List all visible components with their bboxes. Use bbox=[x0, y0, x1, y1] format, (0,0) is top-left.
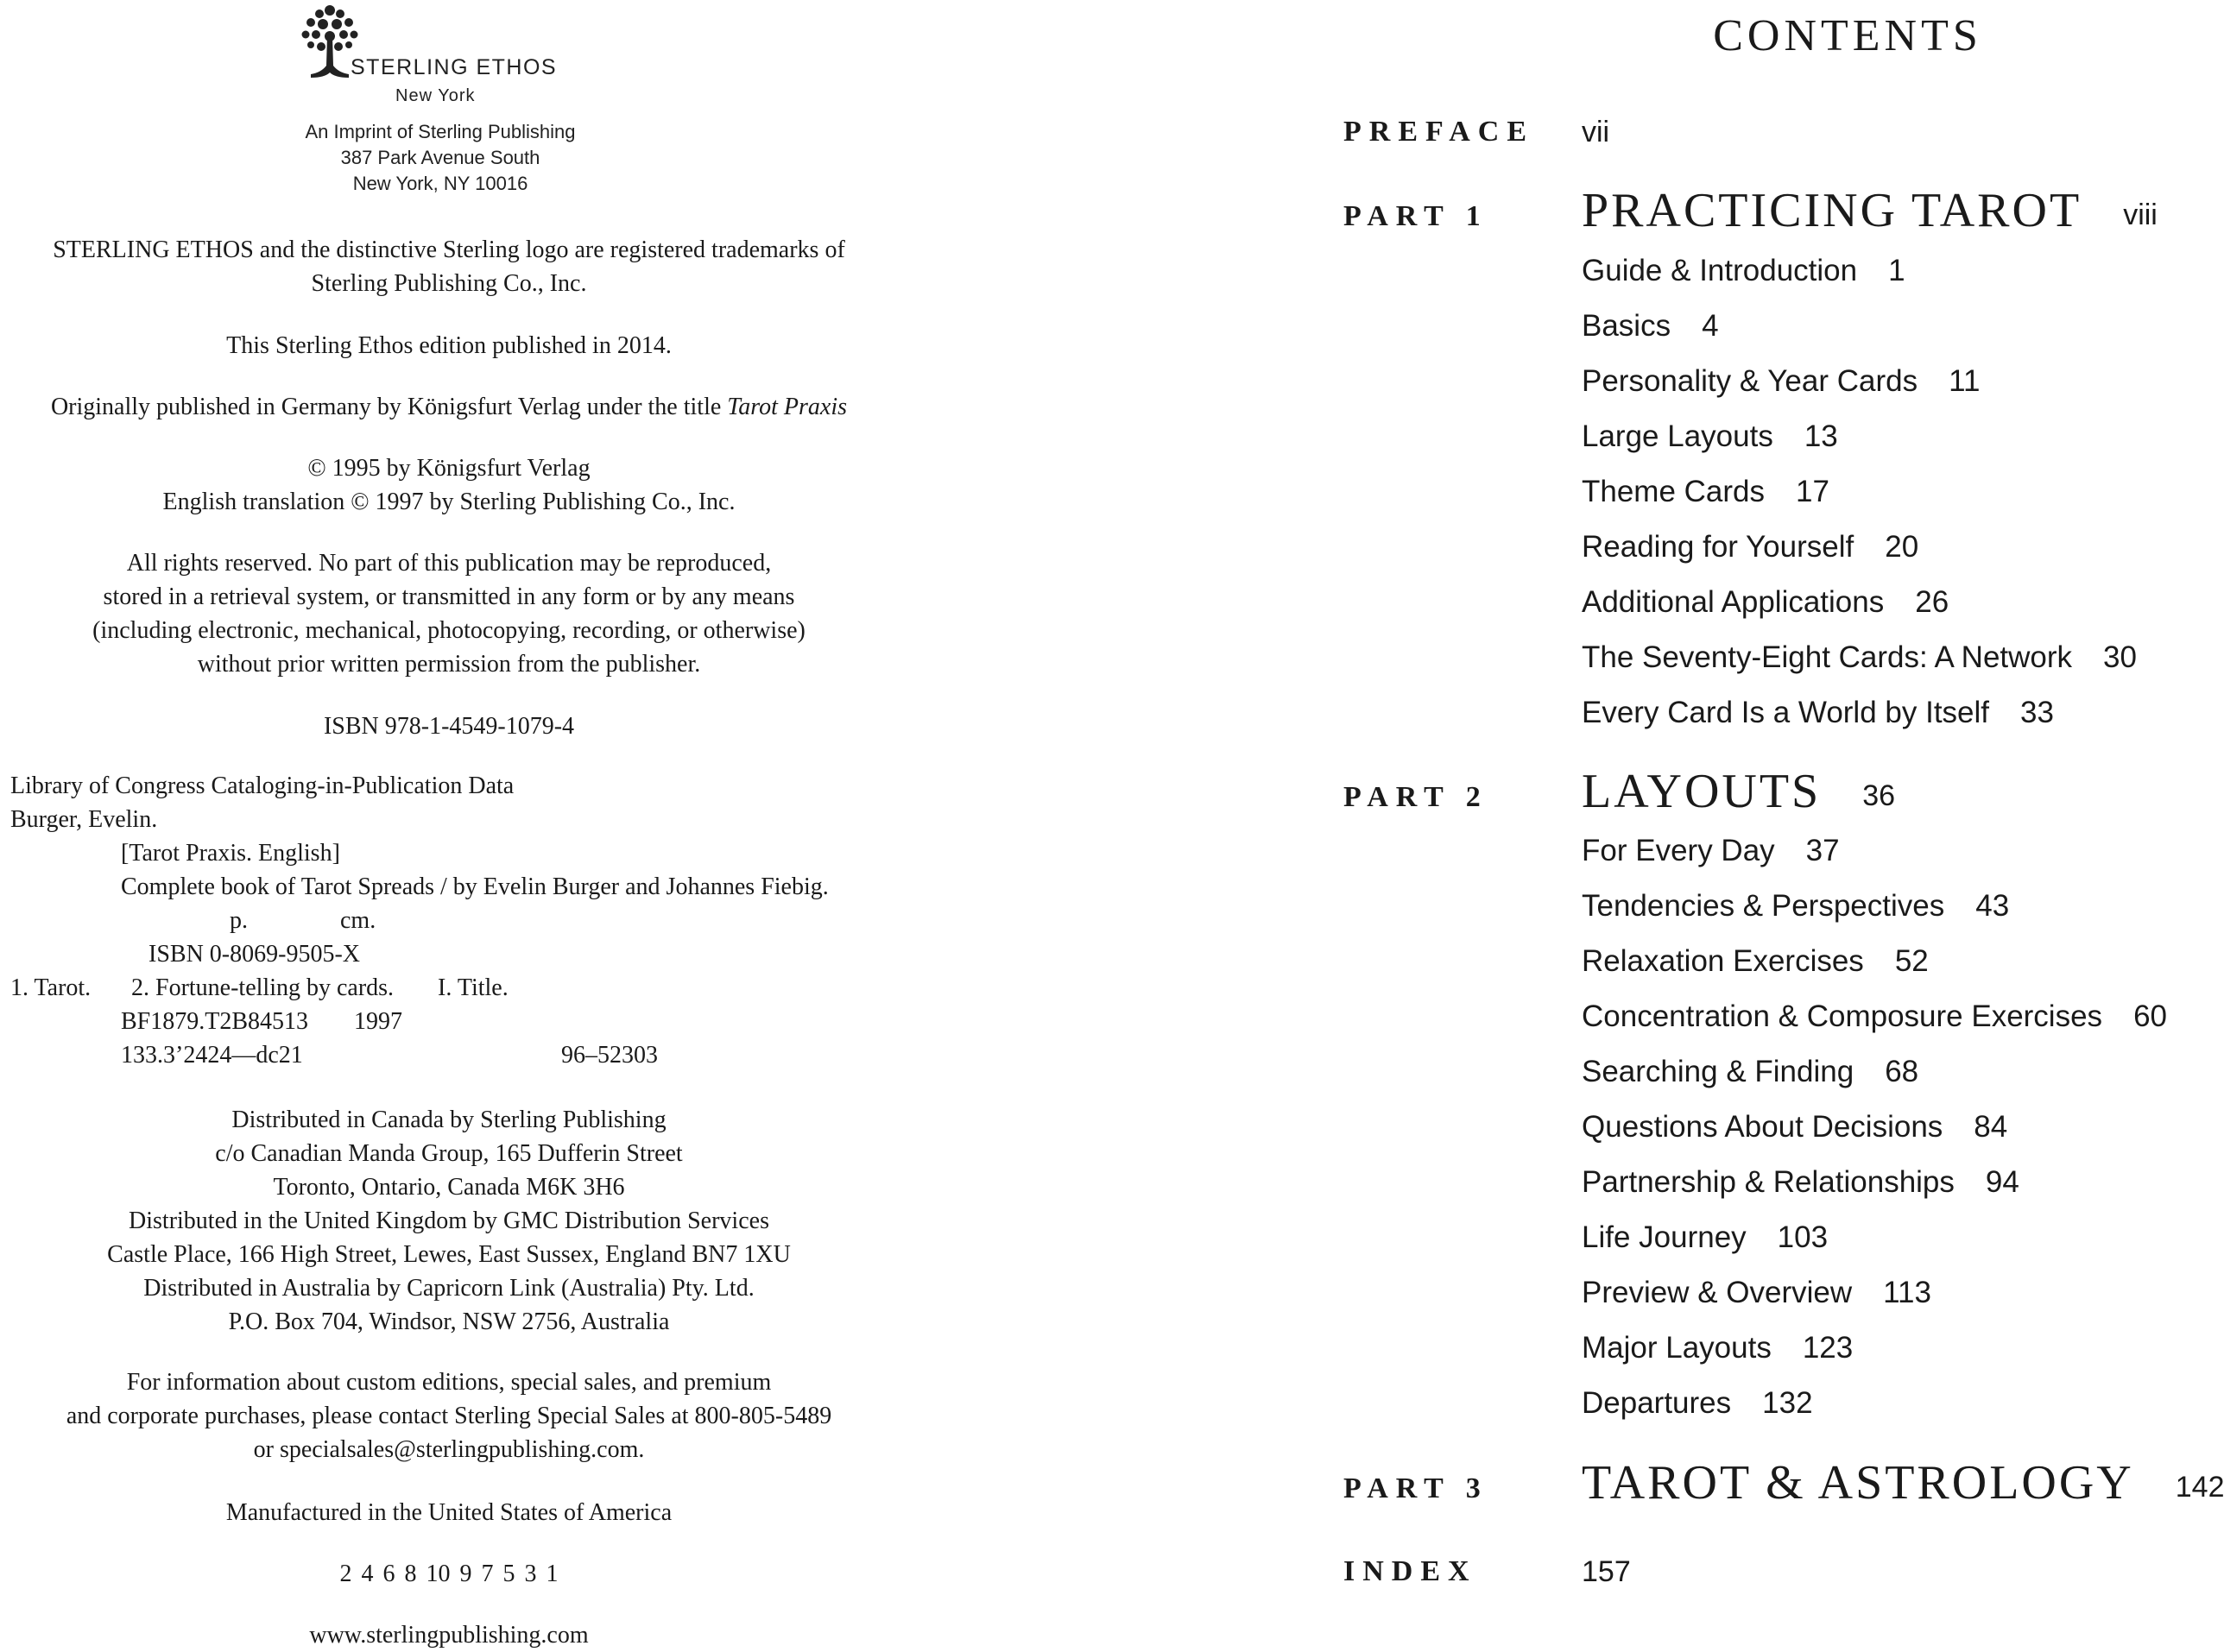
part-1-title[interactable] bbox=[1582, 183, 2158, 238]
entry-page: 37 bbox=[1805, 834, 1840, 867]
entry-page: 4 bbox=[1702, 309, 1719, 343]
cip-heading: Library of Congress Cataloging-in-Publication Data bbox=[10, 772, 515, 799]
toc-entry[interactable] bbox=[1582, 1220, 1828, 1255]
preface-page[interactable]: vii bbox=[1582, 116, 1610, 148]
entry-title: Reading for Yourself bbox=[1582, 530, 1854, 564]
contents-title: CONTENTS bbox=[1713, 11, 1982, 60]
entry-title: The Seventy-Eight Cards: A Network bbox=[1582, 640, 2073, 674]
toc-entry[interactable] bbox=[1582, 696, 2054, 730]
cip-cm: cm. bbox=[340, 907, 376, 934]
distribution-info bbox=[0, 1103, 898, 1339]
entry-page: 84 bbox=[1974, 1110, 2008, 1144]
part-title-text: LAYOUTS bbox=[1582, 765, 1822, 818]
entry-title: Personality & Year Cards bbox=[1582, 364, 1918, 398]
entry-title: Concentration & Composure Exercises bbox=[1582, 999, 2103, 1033]
copyright-notice bbox=[0, 451, 898, 519]
sales-line: and corporate purchases, please contact Sterling Special Sales at 800-805-5489 bbox=[66, 1403, 832, 1429]
toc-entry[interactable] bbox=[1582, 1110, 2007, 1144]
entry-title: For Every Day bbox=[1582, 834, 1775, 867]
part-title-text: PRACTICING TAROT bbox=[1582, 184, 2082, 237]
imprint-line: 387 Park Avenue South bbox=[340, 147, 540, 168]
distribution-line: Distributed in the United Kingdom by GMC Distribution Services bbox=[129, 1207, 769, 1234]
distribution-line: P.O. Box 704, Windsor, NSW 2756, Australia bbox=[228, 1308, 670, 1335]
entry-title: Life Journey bbox=[1582, 1220, 1747, 1254]
entry-page: 20 bbox=[1885, 530, 1919, 564]
trademark-line: STERLING ETHOS and the distinctive Sterling logo are registered trademarks of bbox=[53, 236, 845, 263]
entry-page: 103 bbox=[1777, 1220, 1829, 1254]
cip-uniform-title: [Tarot Praxis. English] bbox=[121, 840, 340, 867]
cip-isbn: ISBN 0-8069-9505-X bbox=[148, 941, 360, 968]
original-publication-text: Originally published in Germany by Königsfurt Verlag under the title bbox=[50, 394, 728, 420]
copyright-page bbox=[0, 0, 898, 1649]
distribution-line: Toronto, Ontario, Canada M6K 3H6 bbox=[273, 1174, 625, 1201]
cip-subject: 1. Tarot. bbox=[10, 974, 92, 1001]
entry-page: 60 bbox=[2133, 999, 2167, 1033]
entry-page: 132 bbox=[1762, 1386, 1813, 1420]
entry-title: Searching & Finding bbox=[1582, 1055, 1854, 1088]
toc-entry[interactable] bbox=[1582, 1165, 2019, 1200]
cip-data bbox=[10, 769, 891, 1072]
trademark-notice bbox=[0, 233, 898, 300]
part-page-number: 36 bbox=[1862, 779, 1896, 812]
publisher-logo-block bbox=[292, 0, 603, 199]
entry-page: 43 bbox=[1975, 889, 2010, 923]
entry-page: 68 bbox=[1885, 1055, 1919, 1088]
entry-page: 17 bbox=[1796, 475, 1829, 508]
entry-page: 1 bbox=[1888, 254, 1905, 287]
cip-subject: I. Title. bbox=[438, 974, 509, 1001]
entry-title: Basics bbox=[1582, 309, 1671, 343]
special-sales-info bbox=[0, 1365, 898, 1466]
entry-page: 123 bbox=[1802, 1331, 1854, 1365]
entry-title: Tendencies & Perspectives bbox=[1582, 889, 1945, 923]
entry-page: 33 bbox=[2020, 696, 2054, 729]
cip-dewey: 133.3’2424—dc21 bbox=[121, 1042, 303, 1069]
cip-lccn: 96–52303 bbox=[561, 1042, 658, 1069]
part-3-label: PART 3 bbox=[1343, 1472, 1488, 1504]
rights-line: without prior written permission from the publisher. bbox=[197, 651, 701, 678]
sales-line: For information about custom editions, special sales, and premium bbox=[126, 1369, 772, 1396]
toc-entry[interactable] bbox=[1582, 999, 2167, 1034]
cip-pages: p. bbox=[230, 907, 248, 934]
toc-entry[interactable] bbox=[1582, 309, 1719, 344]
entry-page: 13 bbox=[1804, 419, 1838, 453]
entry-title: Every Card Is a World by Itself bbox=[1582, 696, 1990, 729]
toc-entry[interactable] bbox=[1582, 475, 1829, 509]
entry-page: 26 bbox=[1915, 585, 1949, 619]
cip-class-number: BF1879.T2B84513 bbox=[121, 1008, 309, 1035]
toc-entry[interactable] bbox=[1582, 1055, 1918, 1089]
entry-title: Major Layouts bbox=[1582, 1331, 1772, 1365]
imprint-line: New York, NY 10016 bbox=[352, 173, 528, 194]
website-link[interactable]: www.sterlingpublishing.com bbox=[309, 1622, 589, 1649]
toc-entry[interactable] bbox=[1582, 1386, 1813, 1421]
entry-page: 11 bbox=[1949, 364, 1981, 398]
isbn: ISBN 978-1-4549-1079-4 bbox=[323, 713, 575, 740]
entry-title: Preview & Overview bbox=[1582, 1276, 1853, 1309]
entry-title: Additional Applications bbox=[1582, 585, 1885, 619]
entry-title: Theme Cards bbox=[1582, 475, 1766, 508]
part-page-number: 142 bbox=[2175, 1471, 2224, 1504]
part-3-title[interactable] bbox=[1582, 1455, 2224, 1510]
sales-line: or specialsales@sterlingpublishing.com. bbox=[253, 1436, 645, 1463]
rights-line: (including electronic, mechanical, photocopying, recording, or otherwise) bbox=[92, 617, 806, 644]
cip-title-statement: Complete book of Tarot Spreads / by Evelin Burger and Johannes Fiebig. bbox=[121, 873, 829, 900]
toc-entry[interactable] bbox=[1582, 834, 1840, 868]
cip-year: 1997 bbox=[354, 1008, 402, 1035]
toc-entry[interactable] bbox=[1582, 254, 1905, 288]
toc-entry[interactable] bbox=[1582, 585, 1949, 620]
cip-author: Burger, Evelin. bbox=[10, 806, 158, 833]
distribution-line: Castle Place, 166 High Street, Lewes, East Sussex, England BN7 1XU bbox=[107, 1241, 791, 1268]
entry-title: Questions About Decisions bbox=[1582, 1110, 1943, 1144]
toc-entry[interactable] bbox=[1582, 419, 1838, 454]
copyright-line: English translation © 1997 by Sterling Publishing Co., Inc. bbox=[162, 489, 736, 515]
toc-entry[interactable] bbox=[1582, 1331, 1853, 1365]
entry-page: 94 bbox=[1985, 1165, 2019, 1199]
entry-title: Departures bbox=[1582, 1386, 1732, 1420]
toc-entry[interactable] bbox=[1582, 944, 1929, 979]
original-publication bbox=[0, 390, 898, 424]
edition-line: This Sterling Ethos edition published in 2014. bbox=[226, 332, 672, 359]
toc-entry[interactable] bbox=[1582, 1276, 1931, 1310]
index-label: INDEX bbox=[1343, 1555, 1477, 1587]
brand-city: New York bbox=[395, 86, 476, 105]
brand-name: STERLING ETHOS bbox=[351, 55, 558, 79]
toc-entry[interactable] bbox=[1582, 889, 2009, 924]
imprint-line: An Imprint of Sterling Publishing bbox=[305, 121, 576, 142]
distribution-line: c/o Canadian Manda Group, 165 Dufferin Street bbox=[215, 1140, 683, 1167]
entry-title: Partnership & Relationships bbox=[1582, 1165, 1955, 1199]
part-page-number: viii bbox=[2123, 199, 2158, 231]
original-title: Tarot Praxis bbox=[727, 394, 848, 420]
toc-entry[interactable] bbox=[1582, 640, 2137, 675]
part-2-title[interactable] bbox=[1582, 764, 1895, 819]
entry-title: Guide & Introduction bbox=[1582, 254, 1858, 287]
trademark-line: Sterling Publishing Co., Inc. bbox=[311, 270, 587, 297]
index-page[interactable]: 157 bbox=[1582, 1555, 1631, 1588]
distribution-line: Distributed in Canada by Sterling Publishing bbox=[231, 1107, 667, 1133]
part-2-label: PART 2 bbox=[1343, 781, 1488, 813]
contents-page bbox=[1122, 0, 2224, 1649]
manufactured-line: Manufactured in the United States of America bbox=[225, 1499, 673, 1526]
part-title-text: TAROT & ASTROLOGY bbox=[1582, 1456, 2134, 1510]
toc-entry[interactable] bbox=[1582, 364, 1980, 399]
rights-notice bbox=[0, 546, 898, 681]
rights-line: All rights reserved. No part of this publication may be reproduced, bbox=[126, 550, 772, 577]
rights-line: stored in a retrieval system, or transmitted in any form or by any means bbox=[103, 583, 795, 610]
toc-entry[interactable] bbox=[1582, 530, 1918, 564]
preface-label: PREFACE bbox=[1343, 116, 1535, 148]
imprint-address bbox=[285, 119, 596, 197]
part-1-label: PART 1 bbox=[1343, 200, 1488, 232]
entry-title: Relaxation Exercises bbox=[1582, 944, 1864, 978]
printing-line: 2 4 6 8 10 9 7 5 3 1 bbox=[339, 1561, 559, 1587]
entry-page: 113 bbox=[1883, 1276, 1931, 1309]
entry-page: 30 bbox=[2103, 640, 2137, 674]
cip-subject: 2. Fortune-telling by cards. bbox=[131, 974, 395, 1001]
copyright-line: © 1995 by Königsfurt Verlag bbox=[307, 455, 591, 482]
entry-page: 52 bbox=[1894, 944, 1929, 978]
entry-title: Large Layouts bbox=[1582, 419, 1773, 453]
distribution-line: Distributed in Australia by Capricorn Link (Australia) Pty. Ltd. bbox=[143, 1275, 755, 1302]
